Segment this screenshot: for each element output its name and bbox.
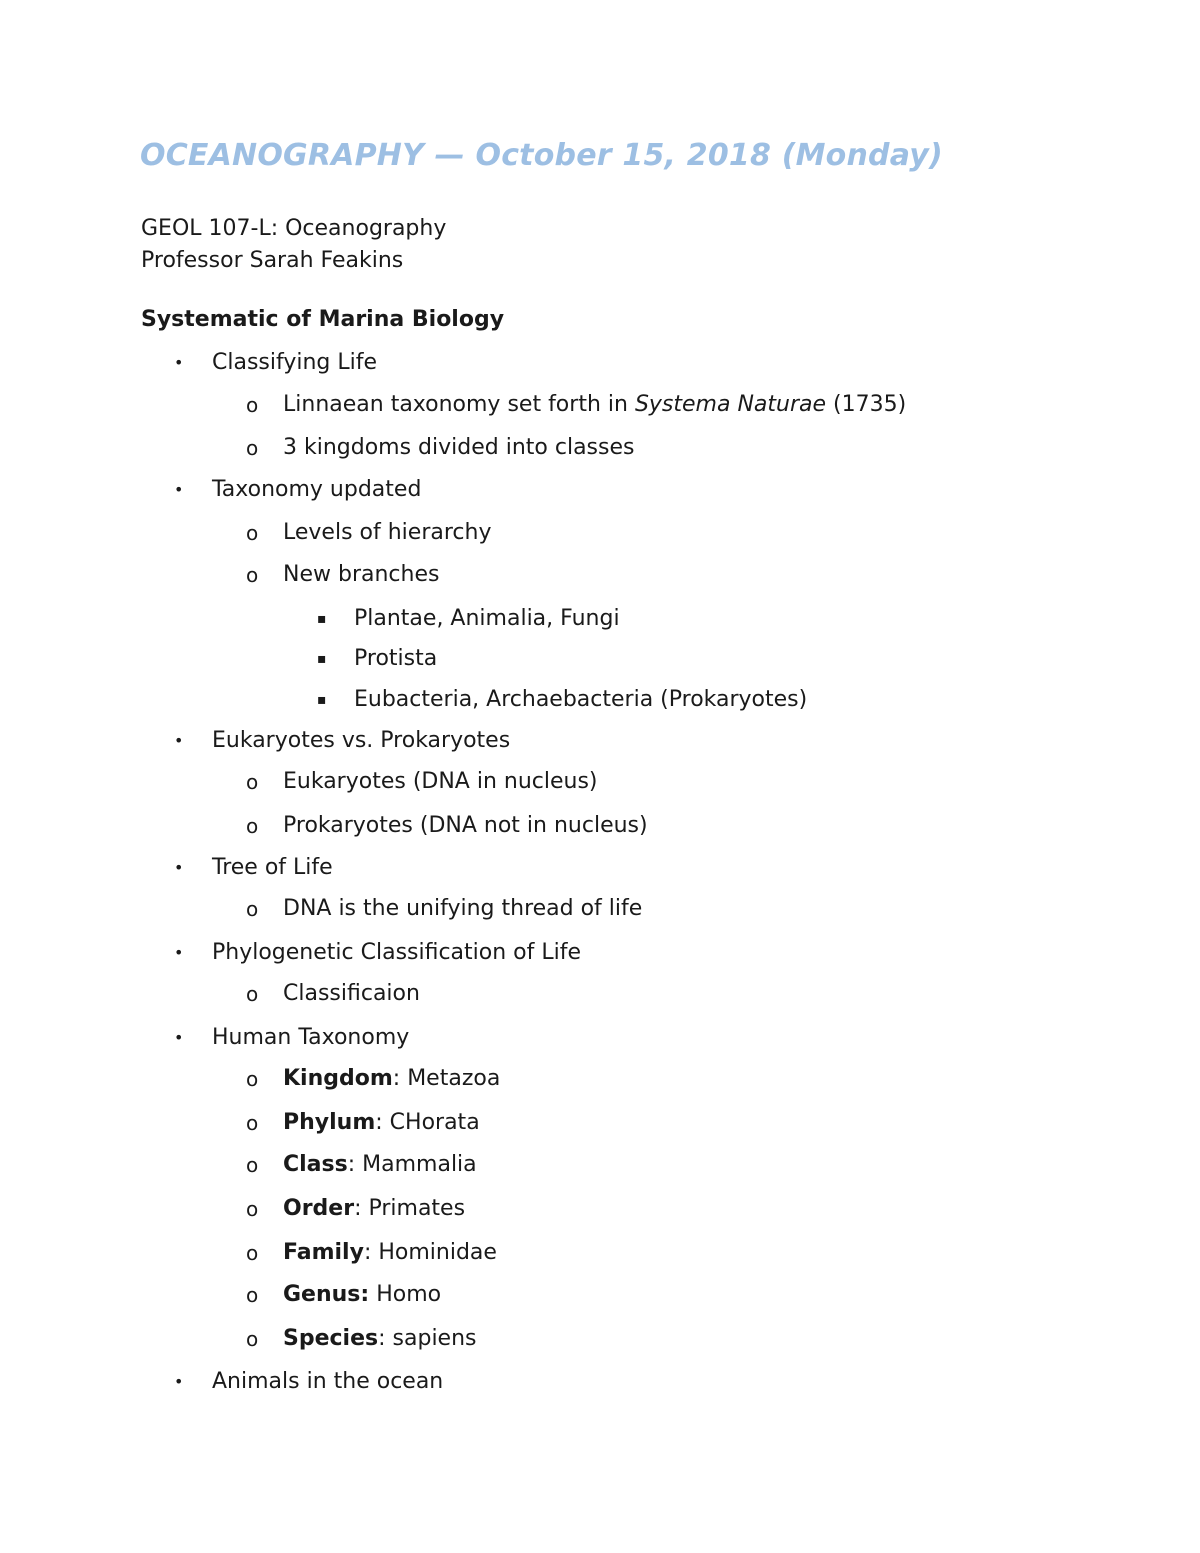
bullet-icon: •: [174, 353, 184, 372]
circle-bullet-icon: o: [246, 1111, 259, 1135]
circle-bullet-icon: o: [246, 897, 259, 921]
list-item-text: [283, 1324, 477, 1354]
list-item-text: Linnaean taxonomy set forth in Systema Naturae (1735): [283, 392, 907, 417]
circle-bullet-icon: o: [246, 1241, 259, 1265]
list-item-text: [283, 1108, 480, 1138]
page-title: OCEANOGRAPHY — October 15, 2018 (Monday): [140, 138, 943, 173]
bullet-icon: •: [174, 858, 184, 877]
circle-bullet-icon: o: [246, 1283, 259, 1307]
list-item-text: Taxonomy updated: [212, 477, 422, 502]
square-bullet-icon: ▪: [317, 611, 327, 627]
circle-bullet-icon: o: [246, 521, 259, 545]
rank-label: Phylum: [283, 1110, 376, 1135]
circle-bullet-icon: o: [246, 436, 259, 460]
circle-bullet-icon: o: [246, 982, 259, 1006]
list-item-text: Animals in the ocean: [212, 1369, 444, 1394]
square-bullet-icon: ▪: [317, 651, 327, 667]
list-item-text: 3 kingdoms divided into classes: [283, 435, 635, 460]
rank-value: : sapiens: [378, 1326, 477, 1351]
circle-bullet-icon: o: [246, 1067, 259, 1091]
rank-value: : Primates: [354, 1196, 466, 1221]
list-item-text: Phylogenetic Classification of Life: [212, 940, 582, 965]
list-item-text: Plantae, Animalia, Fungi: [354, 606, 620, 631]
rank-value: Homo: [369, 1282, 442, 1307]
list-item-text: [283, 1194, 465, 1224]
list-item-text: Human Taxonomy: [212, 1025, 410, 1050]
circle-bullet-icon: o: [246, 814, 259, 838]
rank-value: : Metazoa: [392, 1066, 501, 1091]
bullet-icon: •: [174, 1372, 184, 1391]
list-item-text: Eukaryotes vs. Prokaryotes: [212, 728, 511, 753]
rank-value: : Mammalia: [347, 1152, 477, 1177]
list-item-text: New branches: [283, 562, 440, 587]
rank-label: Kingdom: [283, 1066, 393, 1091]
list-item-text: [283, 1280, 441, 1310]
list-item-text: [283, 1150, 477, 1180]
list-item-text: DNA is the unifying thread of life: [283, 896, 643, 921]
bullet-icon: •: [174, 1028, 184, 1047]
list-item-text: [283, 1064, 500, 1094]
course-name: GEOL 107-L: Oceanography: [141, 216, 447, 241]
course-info: [141, 213, 446, 277]
list-item-text: [283, 1238, 497, 1268]
circle-bullet-icon: o: [246, 770, 259, 794]
circle-bullet-icon: o: [246, 1327, 259, 1351]
rank-label: Order: [283, 1196, 355, 1221]
circle-bullet-icon: o: [246, 393, 259, 417]
rank-label: Genus:: [283, 1282, 370, 1307]
list-item-text: Levels of hierarchy: [283, 520, 492, 545]
circle-bullet-icon: o: [246, 1197, 259, 1221]
rank-label: Species: [283, 1326, 379, 1351]
circle-bullet-icon: o: [246, 1153, 259, 1177]
list-item-text: Classifying Life: [212, 350, 378, 375]
square-bullet-icon: ▪: [317, 692, 327, 708]
professor-name: Professor Sarah Feakins: [141, 248, 404, 273]
bullet-icon: •: [174, 480, 184, 499]
list-item-text: Eukaryotes (DNA in nucleus): [283, 769, 598, 794]
list-item-text: Tree of Life: [212, 855, 333, 880]
rank-label: Family: [283, 1240, 364, 1265]
list-item-text: Prokaryotes (DNA not in nucleus): [283, 813, 648, 838]
rank-label: Class: [283, 1152, 348, 1177]
circle-bullet-icon: o: [246, 563, 259, 587]
bullet-icon: •: [174, 731, 184, 750]
list-item-text: Classificaion: [283, 981, 420, 1006]
section-heading: Systematic of Marina Biology: [141, 307, 505, 332]
book-title: Systema Naturae: [634, 392, 827, 417]
rank-value: : Hominidae: [363, 1240, 497, 1265]
bullet-icon: •: [174, 943, 184, 962]
list-item-text: Protista: [354, 646, 438, 671]
list-item-text: Eubacteria, Archaebacteria (Prokaryotes): [354, 687, 808, 712]
rank-value: : CHorata: [375, 1110, 480, 1135]
